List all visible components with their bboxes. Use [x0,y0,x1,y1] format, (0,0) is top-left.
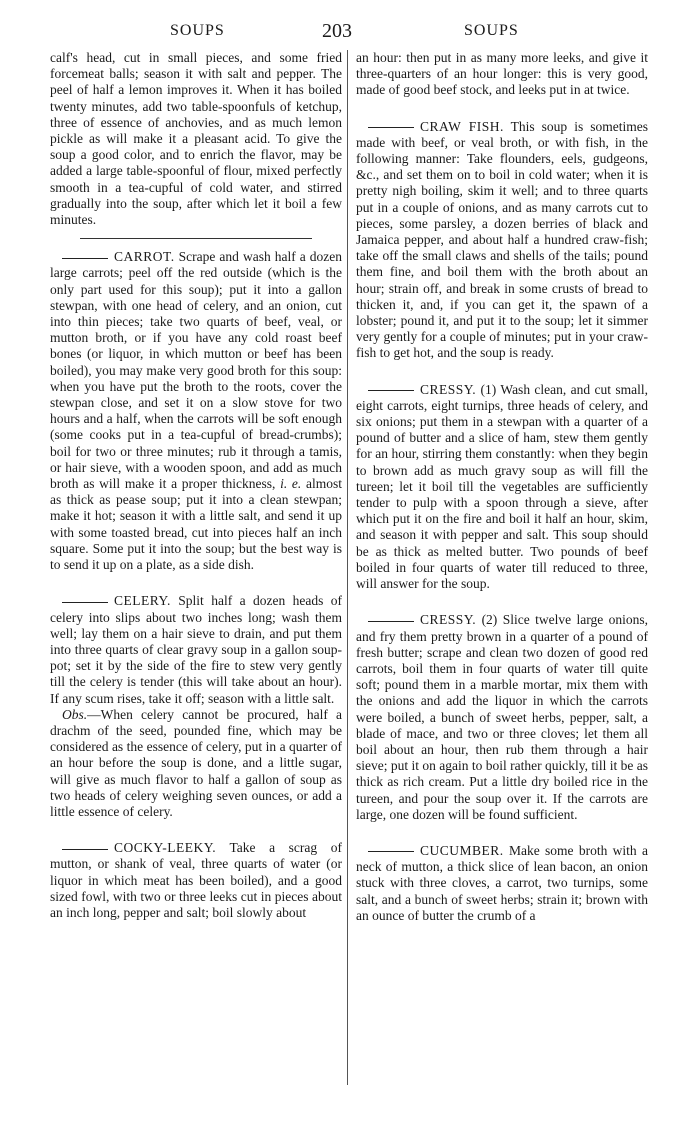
ditto-dash [62,258,108,259]
recipe-title-carrot: CARROT. [114,249,175,265]
page-number: 203 [322,20,352,42]
recipe-body-celery: Split half a dozen heads of celery into slips about two inches long; wash them well; lay them on a hair sieve to drain, and put them into three quarts of clear gravy soup in a gallon soup-pot; set it by the side of the fire to stew very gently till the celery is tender (this will take about an hour). If any scum rises, take it off; season with a little salt. [50,593,342,706]
ditto-dash [62,602,108,603]
recipe-body-craw-fish: This soup is sometimes made with beef, or veal broth, or with fish, in the following manner: Take flounders, eels, gudgeons, &c., and set them on to boil in cold water; when it is pretty nigh boiling, skim it well; and to three quarts put in a couple of onions, and as many carrots cut to pieces, some parsley, a dozen berries of black and Jamaica pepper, and about half a hundred craw-fish; take off the small claws and shells of the tails; pound them fine, and boil them with the broth about an hour; strain off, and break in some crusts of bread to thicken it, and, if you can get it, the spawn of a lobster; pound it, and put it to the soup; let it simmer very gently for a couple of minutes; put in your craw-fish to get hot, and the soup is ready. [356,118,648,361]
recipe-celery [50,593,342,706]
continued-recipe-text: calf's head, cut in small pieces, and some fried forcemeat balls; season it with salt and pepper. The peel of half a lemon improves it. When it has boiled twenty minutes, add two table-spoonfuls of ketchup, three of essence of anchovies, and as much lemon pickle as will make it a pleasant acid. To give the soup a good color, and to enrich the flavor, may be added a large table-spoonful of flour, mixed perfectly smooth in a tea-cupful of cold water, and stirred gradually into the soup, after which let it boil a few minutes. [50,50,342,228]
column-divider [347,50,348,1085]
section-separator [80,238,312,239]
recipe-body-carrot-end: almost as thick as pease soup; put it into a clean stewpan; make it hot; season it with a little salt, and send it up with some toasted bread, cut into pieces half an inch square. Some put it into the soup; but the best way is to send it up on a plate, as a side dish. [50,476,342,573]
recipe-title-cressy-2: CRESSY. [420,612,477,628]
ditto-dash [62,849,108,850]
recipe-note-celery [50,707,342,820]
recipe-body-cressy-2: Slice twelve large onions, and fry them pretty brown in a quarter of a pound of fresh butter; scrape and clean two dozen of good red carrots, boil them in four quarts of water till quite soft; pound them in a marble mortar, mix them with the onions and add the liquor in which the carrots were boiled, a bunch of sweet herbs, pepper, salt, a blade of mace, and two or three cloves; let them all boil about an hour, then rub them through a hair sieve; put it on again to boil rather quickly, till it be as thick as rich cream. Put a little dry boiled rice in the tureen, and pour the soup over it. If the carrots are large, one dozen will be found sufficient. [356,612,649,822]
recipe-number-cressy-1: (1) [480,381,497,397]
recipe-body-cressy-1: Wash clean, and cut small, eight carrots, eight turnips, three heads of celery, and six onions; put them in a stewpan with a quarter of a pound of butter and a slice of ham, stew them gently for an hour, stirring them constantly: when they begin to brown add as much gravy soup as will fill the tureen; let it boil till the vegetables are sufficiently tender to pulp with a spoon through a sieve, after which put it on the fire and boil it half an hour, skim, and season it with pepper and salt. This soup should be as thick as melted butter. Two pounds of beef boiled in four quarts of water till reduced to three, will answer for the soup. [356,381,648,592]
obs-text: —When celery cannot be procured, half a drachm of the seed, pounded fine, which may be considered as the essence of celery, put in a quarter of an hour before the soup is done, and a little sugar, will give as much flavor to half a gallon of soup as two heads of celery weighing seven ounces, or add a little essence of celery. [50,706,342,819]
recipe-carrot [50,249,342,573]
ditto-dash [368,127,414,128]
obs-label: Obs. [62,706,88,722]
ditto-dash [368,851,414,852]
running-title-left: SOUPS [170,22,225,39]
recipe-title-celery: CELERY. [114,593,171,609]
recipe-body-carrot: Scrape and wash half a dozen large carrots; peel off the red outside (which is the only part used for this soup); put it into a gallon stewpan, with one head of celery, and an onion, cut into thin pieces; take two quarts of beef, veal, or mutton broth, or if you have any cold roast beef bones (or liquor, in which mutton or beef has been boiled), you may make very good broth for this soup: when you have put the broth to the roots, cover the stewpan close, and set it on a slow stove for two hours and a half, when the carrots will be soft enough (some cooks put in a tea-cupful of bread-crumbs); boil for two or three minutes; rub it through a tamis, or hair sieve, with a wooden spoon, and add as much broth as will make it a proper thickness, [50,249,342,492]
recipe-body-cocky-leeky: Take a scrag of mutton, or shank of veal, three quarts of water (or liquor in which meat has been boiled), and a good sized fowl, with two or three leeks cut in pieces about an inch long, pepper and salt; boil slowly about [50,840,342,920]
recipe-craw-fish [356,119,648,362]
recipe-title-cocky-leeky: COCKY-LEEKY. [114,840,217,856]
recipe-cressy-1 [356,382,648,593]
recipe-body-cucumber: Make some broth with a neck of mutton, a thick slice of lean bacon, an onion stuck with three cloves, a carrot, two turnips, some salt, and a bunch of sweet herbs; strain it; brown with an ounce of butter the crumb of a [356,842,648,923]
ditto-dash [368,621,414,622]
running-title-right: SOUPS [464,22,519,39]
page-header [52,22,648,46]
ditto-dash [368,390,414,391]
recipe-cressy-2 [356,612,648,823]
abbreviation-ie: i. e. [280,476,302,492]
recipe-title-cressy-1: CRESSY. [420,381,477,397]
right-column [356,50,648,924]
recipe-title-cucumber: CUCUMBER. [420,842,504,858]
recipe-cucumber [356,843,648,924]
left-column [50,50,342,921]
recipe-cocky-leeky [50,840,342,921]
recipe-number-cressy-2: (2) [481,612,498,628]
continued-recipe-text: an hour: then put in as many more leeks, and give it three-quarters of an hour longer: this is very good, made of good beef stock, and leeks put in at twice. [356,50,648,98]
recipe-title-craw-fish: CRAW FISH. [420,118,504,134]
